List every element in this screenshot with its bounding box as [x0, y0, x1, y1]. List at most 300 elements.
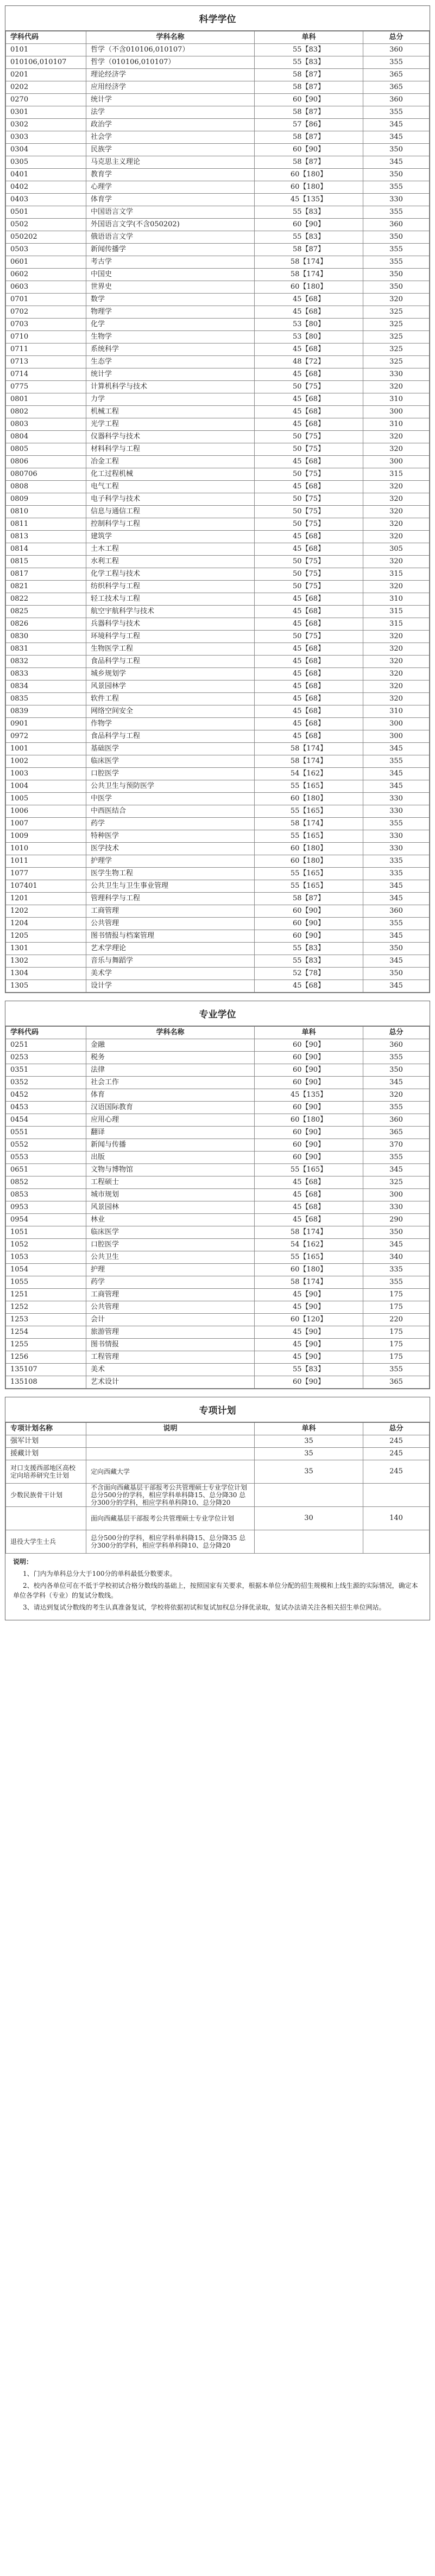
- total-score-cell: 345: [363, 119, 430, 131]
- code-cell: 1204: [6, 918, 86, 930]
- single-score-cell: 58【87】: [255, 156, 363, 169]
- total-score-cell: 355: [363, 56, 430, 69]
- total-score-cell: 290: [363, 1214, 430, 1226]
- table-row: [6, 206, 430, 219]
- name-cell: 民族学: [86, 144, 255, 156]
- single-score-cell: 45【135】: [255, 1089, 363, 1102]
- name-cell: 旅游管理: [86, 1326, 255, 1339]
- table-row: [6, 1226, 430, 1239]
- table-row: [6, 531, 430, 543]
- total-score-cell: 320: [363, 631, 430, 643]
- table-row: [6, 244, 430, 256]
- total-score-cell: 140: [363, 1507, 430, 1530]
- single-score-cell: 60【90】: [255, 1052, 363, 1064]
- plan-desc-cell: [86, 1448, 255, 1460]
- single-score-cell: 35: [255, 1460, 363, 1484]
- plan-desc-cell: 总分500分的学科，相应学科单科降15、总分降35 总分300分的学科，相应学科单科降10、总分降20: [86, 1530, 255, 1554]
- name-cell: 社会工作: [86, 1077, 255, 1089]
- total-score-cell: 320: [363, 693, 430, 705]
- table-row: [6, 1435, 430, 1448]
- name-cell: 轻工技术与工程: [86, 593, 255, 606]
- name-cell: 物理学: [86, 306, 255, 319]
- total-score-cell: 360: [363, 94, 430, 106]
- name-cell: 林业: [86, 1214, 255, 1226]
- name-cell: 生物学: [86, 331, 255, 344]
- name-cell: 图书情报: [86, 1339, 255, 1351]
- total-score-cell: 355: [363, 244, 430, 256]
- name-cell: 工商管理: [86, 1289, 255, 1301]
- code-cell: 0831: [6, 643, 86, 656]
- total-score-cell: 345: [363, 780, 430, 793]
- table-row: [6, 1064, 430, 1077]
- name-cell: 化学: [86, 319, 255, 331]
- name-cell: 信息与通信工程: [86, 506, 255, 518]
- name-cell: 中西医结合: [86, 805, 255, 818]
- table-row: [6, 755, 430, 768]
- name-cell: 土木工程: [86, 543, 255, 556]
- single-score-cell: 57【86】: [255, 119, 363, 131]
- name-cell: 水利工程: [86, 556, 255, 568]
- table-row: [6, 780, 430, 793]
- col-header-single: 单科: [255, 1027, 363, 1039]
- table-row: [6, 81, 430, 94]
- name-cell: 临床医学: [86, 755, 255, 768]
- table-row: [6, 918, 430, 930]
- code-cell: 0713: [6, 356, 86, 368]
- col-header-plan: 专项计划名称: [6, 1423, 86, 1435]
- plan-name-cell: 援藏计划: [6, 1448, 86, 1460]
- table-row: [6, 955, 430, 968]
- single-score-cell: 50【75】: [255, 468, 363, 481]
- table-row: [6, 1289, 430, 1301]
- single-score-cell: 58【87】: [255, 81, 363, 94]
- name-cell: 纺织科学与工程: [86, 581, 255, 593]
- code-cell: 0201: [6, 69, 86, 81]
- total-score-cell: [363, 1530, 430, 1554]
- name-cell: 医学技术: [86, 843, 255, 855]
- name-cell: 法学: [86, 106, 255, 119]
- code-cell: 0802: [6, 406, 86, 418]
- plan-desc-cell: 定向西藏大学: [86, 1460, 255, 1484]
- total-score-cell: 320: [363, 556, 430, 568]
- table-row: [6, 406, 430, 418]
- total-score-cell: 350: [363, 144, 430, 156]
- single-score-cell: 55【83】: [255, 44, 363, 56]
- total-score-cell: 320: [363, 481, 430, 493]
- special-header-row: [6, 1423, 430, 1435]
- total-score-cell: 330: [363, 793, 430, 805]
- name-cell: 音乐与舞蹈学: [86, 955, 255, 968]
- table-row: [6, 1507, 430, 1530]
- code-cell: 1304: [6, 968, 86, 980]
- code-cell: 050202: [6, 231, 86, 244]
- single-score-cell: 60【90】: [255, 930, 363, 943]
- table-row: [6, 843, 430, 855]
- total-score-cell: 300: [363, 456, 430, 468]
- table-row: [6, 219, 430, 231]
- table-row: [6, 943, 430, 955]
- name-cell: 艺术设计: [86, 1376, 255, 1389]
- table-row: [6, 518, 430, 531]
- code-cell: 0602: [6, 269, 86, 281]
- total-score-cell: 325: [363, 1176, 430, 1189]
- table-row: [6, 468, 430, 481]
- name-cell: 马克思主义理论: [86, 156, 255, 169]
- single-score-cell: 60【90】: [255, 1102, 363, 1114]
- code-cell: 0553: [6, 1152, 86, 1164]
- single-score-cell: 58【174】: [255, 743, 363, 755]
- table-row: [6, 581, 430, 593]
- plan-name-cell: 少数民族骨干计划: [6, 1484, 86, 1507]
- single-score-cell: 45【90】: [255, 1326, 363, 1339]
- single-score-cell: 55【165】: [255, 868, 363, 880]
- single-score-cell: 58【174】: [255, 269, 363, 281]
- code-cell: 0808: [6, 481, 86, 493]
- code-cell: 1004: [6, 780, 86, 793]
- table-row: [6, 606, 430, 618]
- name-cell: 光学工程: [86, 418, 255, 431]
- single-score-cell: 60【90】: [255, 1077, 363, 1089]
- table-row: [6, 456, 430, 468]
- single-score-cell: 50【75】: [255, 493, 363, 506]
- table-row: [6, 1127, 430, 1139]
- code-cell: 0801: [6, 393, 86, 406]
- total-score-cell: 310: [363, 705, 430, 718]
- code-cell: 0303: [6, 131, 86, 144]
- table-row: [6, 1276, 430, 1289]
- single-score-cell: 45【68】: [255, 680, 363, 693]
- total-score-cell: 320: [363, 643, 430, 656]
- table-row: [6, 69, 430, 81]
- table-row: [6, 319, 430, 331]
- code-cell: 010106,010107: [6, 56, 86, 69]
- table-row: [6, 418, 430, 431]
- code-cell: 1205: [6, 930, 86, 943]
- table-row: [6, 1176, 430, 1189]
- total-score-cell: 175: [363, 1339, 430, 1351]
- name-cell: 公共卫生: [86, 1251, 255, 1264]
- table-row: [6, 631, 430, 643]
- name-cell: 医学生物工程: [86, 868, 255, 880]
- total-score-cell: 355: [363, 181, 430, 194]
- total-score-cell: 310: [363, 418, 430, 431]
- name-cell: 外国语言文学(不含050202): [86, 219, 255, 231]
- single-score-cell: 45【90】: [255, 1351, 363, 1364]
- name-cell: 兵器科学与技术: [86, 618, 255, 631]
- code-cell: 0803: [6, 418, 86, 431]
- code-cell: 0972: [6, 730, 86, 743]
- table-row: [6, 893, 430, 905]
- name-cell: 力学: [86, 393, 255, 406]
- single-score-cell: 54【162】: [255, 768, 363, 780]
- total-score-cell: 245: [363, 1460, 430, 1484]
- name-cell: 数学: [86, 294, 255, 306]
- table-row: [6, 643, 430, 656]
- code-cell: 080706: [6, 468, 86, 481]
- table-row: [6, 269, 430, 281]
- code-cell: 0901: [6, 718, 86, 730]
- single-score-cell: 52【78】: [255, 968, 363, 980]
- name-cell: 生态学: [86, 356, 255, 368]
- name-cell: 管理科学与工程: [86, 893, 255, 905]
- name-cell: 艺术学理论: [86, 943, 255, 955]
- table-row: [6, 1214, 430, 1226]
- special-title: 专项计划: [5, 1397, 430, 1422]
- total-score-cell: 325: [363, 319, 430, 331]
- code-cell: 0815: [6, 556, 86, 568]
- table-row: [6, 431, 430, 443]
- total-score-cell: 345: [363, 980, 430, 993]
- table-row: [6, 493, 430, 506]
- single-score-cell: 50【75】: [255, 431, 363, 443]
- single-score-cell: 50【75】: [255, 581, 363, 593]
- name-cell: 工程管理: [86, 1351, 255, 1364]
- code-cell: 1006: [6, 805, 86, 818]
- code-cell: 0714: [6, 368, 86, 381]
- table-row: [6, 256, 430, 269]
- total-score-cell: 175: [363, 1326, 430, 1339]
- table-row: [6, 1376, 430, 1389]
- name-cell: 出版: [86, 1152, 255, 1164]
- code-cell: 0452: [6, 1089, 86, 1102]
- table-row: [6, 768, 430, 780]
- table-row: [6, 718, 430, 730]
- name-cell: 统计学: [86, 368, 255, 381]
- name-cell: 应用心理: [86, 1114, 255, 1127]
- name-cell: 世界史: [86, 281, 255, 294]
- code-cell: 0402: [6, 181, 86, 194]
- table-row: [6, 968, 430, 980]
- code-cell: 0403: [6, 194, 86, 206]
- code-cell: 0953: [6, 1201, 86, 1214]
- table-row: [6, 1314, 430, 1326]
- single-score-cell: 45【68】: [255, 705, 363, 718]
- science-title: 科学学位: [5, 6, 430, 31]
- single-score-cell: 45【68】: [255, 306, 363, 319]
- total-score-cell: 245: [363, 1448, 430, 1460]
- table-row: [6, 1301, 430, 1314]
- name-cell: 新闻传播学: [86, 244, 255, 256]
- code-cell: 1055: [6, 1276, 86, 1289]
- table-row: [6, 443, 430, 456]
- total-score-cell: 320: [363, 680, 430, 693]
- name-cell: 新闻与传播: [86, 1139, 255, 1152]
- total-score-cell: 355: [363, 106, 430, 119]
- code-cell: 0651: [6, 1164, 86, 1176]
- single-score-cell: 60【180】: [255, 855, 363, 868]
- name-cell: 环境科学与工程: [86, 631, 255, 643]
- single-score-cell: 60【180】: [255, 843, 363, 855]
- col-header-desc: 说明: [86, 1423, 255, 1435]
- single-score-cell: 55【165】: [255, 830, 363, 843]
- table-row: [6, 381, 430, 393]
- plan-name-cell: 退役大学生士兵: [6, 1530, 86, 1554]
- total-score-cell: 320: [363, 668, 430, 680]
- col-header-total: 总分: [363, 31, 430, 44]
- name-cell: 政治学: [86, 119, 255, 131]
- single-score-cell: 55【83】: [255, 955, 363, 968]
- single-score-cell: 50【75】: [255, 568, 363, 581]
- single-score-cell: 45【68】: [255, 1189, 363, 1201]
- single-score-cell: 35: [255, 1448, 363, 1460]
- col-header-code: 学科代码: [6, 31, 86, 44]
- total-score-cell: 345: [363, 743, 430, 755]
- single-score-cell: 45【68】: [255, 730, 363, 743]
- table-row: [6, 1239, 430, 1251]
- name-cell: 生物医学工程: [86, 643, 255, 656]
- total-score-cell: 355: [363, 755, 430, 768]
- total-score-cell: 370: [363, 1139, 430, 1152]
- name-cell: 统计学: [86, 94, 255, 106]
- table-row: [6, 905, 430, 918]
- total-score-cell: 335: [363, 868, 430, 880]
- single-score-cell: 45【68】: [255, 368, 363, 381]
- total-score-cell: 360: [363, 905, 430, 918]
- single-score-cell: 60【180】: [255, 1264, 363, 1276]
- single-score-cell: 45【68】: [255, 456, 363, 468]
- code-cell: 0703: [6, 319, 86, 331]
- note-item: 1、门内为单科总分大于100分的单科最低分数要求。: [23, 1570, 176, 1578]
- name-cell: 作物学: [86, 718, 255, 730]
- table-row: [6, 344, 430, 356]
- name-cell: 风景园林学: [86, 680, 255, 693]
- table-row: [6, 805, 430, 818]
- code-cell: 1051: [6, 1226, 86, 1239]
- total-score-cell: 335: [363, 855, 430, 868]
- total-score-cell: 335: [363, 1264, 430, 1276]
- name-cell: 工程硕士: [86, 1176, 255, 1189]
- single-score-cell: 60【90】: [255, 1139, 363, 1152]
- total-score-cell: 320: [363, 506, 430, 518]
- single-score-cell: 55【165】: [255, 1251, 363, 1264]
- total-score-cell: 245: [363, 1435, 430, 1448]
- total-score-cell: 330: [363, 843, 430, 855]
- single-score-cell: 45【68】: [255, 406, 363, 418]
- single-score-cell: 50【75】: [255, 518, 363, 531]
- single-score-cell: 60【180】: [255, 169, 363, 181]
- total-score-cell: 330: [363, 830, 430, 843]
- total-score-cell: 320: [363, 531, 430, 543]
- total-score-cell: 355: [363, 1052, 430, 1064]
- note-item: 3、请达到复试分数线的考生认真准备复试，学校将依据初试和复试加权总分择优录取，复试办法请关注各相关招生单位网站。: [23, 1604, 386, 1611]
- single-score-cell: 55【83】: [255, 1364, 363, 1376]
- single-score-cell: 60【90】: [255, 1376, 363, 1389]
- name-cell: 图书情报与档案管理: [86, 930, 255, 943]
- code-cell: 1009: [6, 830, 86, 843]
- code-cell: 0825: [6, 606, 86, 618]
- special-section: [5, 1397, 430, 1620]
- name-cell: 基础医学: [86, 743, 255, 755]
- col-header-total: 总分: [363, 1423, 430, 1435]
- table-row: [6, 568, 430, 581]
- name-cell: 风景园林: [86, 1201, 255, 1214]
- single-score-cell: 55【83】: [255, 231, 363, 244]
- code-cell: 1010: [6, 843, 86, 855]
- name-cell: 俄语语言文学: [86, 231, 255, 244]
- table-row: [6, 1089, 430, 1102]
- code-cell: 1252: [6, 1301, 86, 1314]
- code-cell: 0501: [6, 206, 86, 219]
- name-cell: 冶金工程: [86, 456, 255, 468]
- code-cell: 0806: [6, 456, 86, 468]
- notes: [5, 1554, 430, 1620]
- total-score-cell: 350: [363, 281, 430, 294]
- table-row: [6, 680, 430, 693]
- single-score-cell: 45【68】: [255, 481, 363, 493]
- table-row: [6, 94, 430, 106]
- single-score-cell: 60【180】: [255, 793, 363, 805]
- total-score-cell: 175: [363, 1351, 430, 1364]
- table-row: [6, 1201, 430, 1214]
- total-score-cell: 345: [363, 1164, 430, 1176]
- total-score-cell: 315: [363, 468, 430, 481]
- single-score-cell: 50【75】: [255, 443, 363, 456]
- name-cell: 考古学: [86, 256, 255, 269]
- table-row: [6, 1039, 430, 1052]
- name-cell: 建筑学: [86, 531, 255, 543]
- single-score-cell: 60【90】: [255, 1039, 363, 1052]
- table-row: [6, 1484, 430, 1507]
- total-score-cell: 360: [363, 219, 430, 231]
- total-score-cell: 320: [363, 1089, 430, 1102]
- single-score-cell: 45【68】: [255, 1201, 363, 1214]
- total-score-cell: 325: [363, 306, 430, 319]
- table-row: [6, 1052, 430, 1064]
- table-row: [6, 793, 430, 805]
- single-score-cell: 45【90】: [255, 1339, 363, 1351]
- single-score-cell: 50【75】: [255, 381, 363, 393]
- single-score-cell: 50【75】: [255, 506, 363, 518]
- total-score-cell: 300: [363, 718, 430, 730]
- single-score-cell: 35: [255, 1435, 363, 1448]
- table-row: [6, 618, 430, 631]
- total-score-cell: 345: [363, 131, 430, 144]
- code-cell: 0821: [6, 581, 86, 593]
- single-score-cell: 45【68】: [255, 606, 363, 618]
- total-score-cell: 325: [363, 356, 430, 368]
- total-score-cell: 365: [363, 81, 430, 94]
- total-score-cell: 345: [363, 955, 430, 968]
- code-cell: 0954: [6, 1214, 86, 1226]
- name-cell: 特种医学: [86, 830, 255, 843]
- code-cell: 1003: [6, 768, 86, 780]
- code-cell: 1201: [6, 893, 86, 905]
- table-row: [6, 868, 430, 880]
- single-score-cell: 60【180】: [255, 281, 363, 294]
- table-row: [6, 506, 430, 518]
- plan-name-cell: [6, 1507, 86, 1530]
- table-row: [6, 1351, 430, 1364]
- name-cell: 中国史: [86, 269, 255, 281]
- single-score-cell: 58【174】: [255, 818, 363, 830]
- name-cell: 材料科学与工程: [86, 443, 255, 456]
- table-row: [6, 119, 430, 131]
- single-score-cell: 54【162】: [255, 1239, 363, 1251]
- single-score-cell: 58【87】: [255, 69, 363, 81]
- name-cell: 中国语言文学: [86, 206, 255, 219]
- table-row: [6, 705, 430, 718]
- total-score-cell: 320: [363, 518, 430, 531]
- name-cell: 公共卫生与卫生事业管理: [86, 880, 255, 893]
- code-cell: 1002: [6, 755, 86, 768]
- name-cell: 机械工程: [86, 406, 255, 418]
- total-score-cell: 350: [363, 231, 430, 244]
- code-cell: 0701: [6, 294, 86, 306]
- col-header-name: 学科名称: [86, 1027, 255, 1039]
- name-cell: 电气工程: [86, 481, 255, 493]
- code-cell: 0835: [6, 693, 86, 705]
- single-score-cell: 58【174】: [255, 256, 363, 269]
